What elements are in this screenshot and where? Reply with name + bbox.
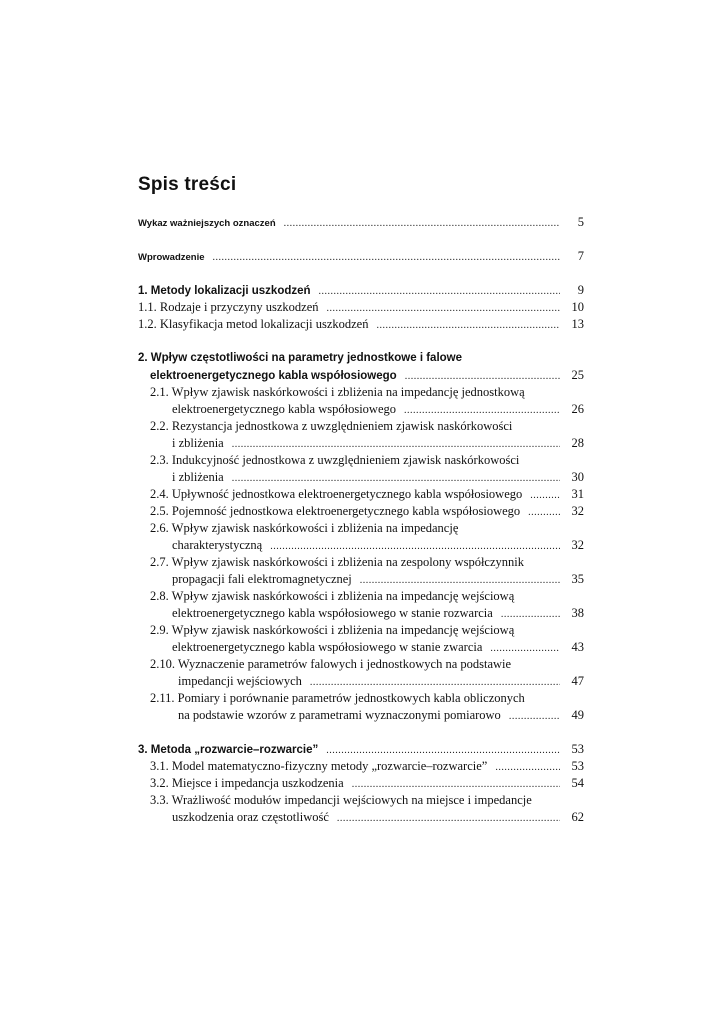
toc-leader <box>376 317 560 334</box>
toc-entry-title: 1.1. Rodzaje i przyczyny uszkodzeń <box>138 300 319 314</box>
toc-entry-2-2-cont[interactable] <box>172 435 584 452</box>
toc-entry-2-7-cont[interactable] <box>172 571 584 588</box>
toc-entry-title: 2.6. Wpływ zjawisk naskórkowości i zbliżenia na impedancję <box>150 521 459 535</box>
toc-entry-continuation: charakterystyczną <box>172 538 263 552</box>
toc-page-number: 13 <box>571 317 584 331</box>
toc-leader <box>405 368 560 385</box>
toc-entry-2-2[interactable] <box>150 418 584 435</box>
toc-leader <box>501 606 560 623</box>
toc-entry-title: 2.9. Wpływ zjawisk naskórkowości i zbliżenia na impedancję wejściową <box>150 623 515 637</box>
toc-entry-2-1[interactable] <box>150 384 584 401</box>
toc-entry-continuation: elektroenergetycznego kabla współosiowego w stanie rozwarcia <box>172 606 493 620</box>
toc-entry-2-11-cont[interactable] <box>178 707 584 724</box>
toc-entry-2-7[interactable] <box>150 554 584 571</box>
toc-page-number: 32 <box>571 538 584 552</box>
toc-leader <box>490 640 560 657</box>
toc-entry-title: 2.2. Rezystancja jednostkowa z uwzględnieniem zjawisk naskórkowości <box>150 419 513 433</box>
toc-entry-title: 2.8. Wpływ zjawisk naskórkowości i zbliżenia na impedancję wejściową <box>150 589 515 603</box>
toc-page-number: 10 <box>571 300 584 314</box>
toc-entry-continuation: elektroenergetycznego kabla współosiowego <box>172 402 396 416</box>
toc-leader <box>509 708 560 725</box>
toc-entry-2-6-cont[interactable] <box>172 537 584 554</box>
toc-entry-continuation: propagacji fali elektromagnetycznej <box>172 572 352 586</box>
toc-entry-title: Wprowadzenie <box>138 252 205 263</box>
toc-leader <box>270 538 560 555</box>
toc-chapter-2[interactable] <box>138 350 584 367</box>
toc-leader <box>326 742 560 759</box>
toc-entry-3-2[interactable] <box>150 775 584 792</box>
toc-entry-title: 2.10. Wyznaczenie parametrów falowych i jednostkowych na podstawie <box>150 657 512 671</box>
toc-entry-title: 2.5. Pojemność jednostkowa elektroenergetycznego kabla współosiowego <box>150 504 521 518</box>
toc-entry-1-1[interactable] <box>138 299 584 316</box>
toc-entry-3-3-cont[interactable] <box>172 809 584 826</box>
toc-leader <box>337 810 560 827</box>
toc-leader <box>284 215 560 232</box>
toc-entry-title: 3. Metoda „rozwarcie–rozwarcie” <box>138 744 319 756</box>
toc-leader <box>495 759 560 776</box>
toc-entry-2-6[interactable] <box>150 520 584 537</box>
toc-page-number: 25 <box>571 368 584 382</box>
toc-entry-continuation: impedancji wejściowych <box>178 674 302 688</box>
toc-entry-2-3-cont[interactable] <box>172 469 584 486</box>
toc-entry-continuation: elektroenergetycznego kabla współosiowego <box>150 370 397 382</box>
toc-entry-continuation: elektroenergetycznego kabla współosiowego w stanie zwarcia <box>172 640 483 654</box>
page-title: Spis treści <box>138 174 237 195</box>
toc-leader <box>404 402 560 419</box>
toc-entry-2-11[interactable] <box>150 690 584 707</box>
toc-page-number: 38 <box>571 606 584 620</box>
toc-entry-2-8-cont[interactable] <box>172 605 584 622</box>
toc-chapter-1[interactable] <box>138 282 584 299</box>
toc-leader <box>530 487 560 504</box>
toc-entry-title: 1. Metody lokalizacji uszkodzeń <box>138 285 311 297</box>
toc-entry-title: 2.3. Indukcyjność jednostkowa z uwzględnieniem zjawisk naskórkowości <box>150 453 520 467</box>
toc-entry-2-9-cont[interactable] <box>172 639 584 656</box>
toc-page-number: 30 <box>571 470 584 484</box>
toc-entry-title: 2.4. Upływność jednostkowa elektroenergetycznego kabla współosiowego <box>150 487 523 501</box>
toc-page-number: 47 <box>571 674 584 688</box>
toc-leader <box>319 283 560 300</box>
toc-entry-title: 3.1. Model matematyczno-fizyczny metody „rozwarcie–rozwarcie” <box>150 759 488 773</box>
toc-page-number: 43 <box>571 640 584 654</box>
toc-chapter-3[interactable] <box>138 741 584 758</box>
toc-entry-1-2[interactable] <box>138 316 584 333</box>
toc-page-number: 49 <box>571 708 584 722</box>
toc-leader <box>360 572 560 589</box>
toc-entry-title: 2.11. Pomiary i porównanie parametrów jednostkowych kabla obliczonych <box>150 691 525 705</box>
toc-page-number: 5 <box>577 215 584 229</box>
toc-page-number: 54 <box>571 776 584 790</box>
toc-page-number: 62 <box>571 810 584 824</box>
toc-entry-2-1-cont[interactable] <box>172 401 584 418</box>
toc-page-number: 53 <box>571 742 584 756</box>
toc-page-number: 28 <box>571 436 584 450</box>
toc-entry-2-8[interactable] <box>150 588 584 605</box>
toc-page-number: 32 <box>571 504 584 518</box>
toc-leader <box>232 436 560 453</box>
toc-entry-3-1[interactable] <box>150 758 584 775</box>
toc-entry-title: 2.7. Wpływ zjawisk naskórkowości i zbliżenia na zespolony współczynnik <box>150 555 524 569</box>
toc-entry-continuation: uszkodzenia oraz częstotliwość <box>172 810 329 824</box>
toc-entry-wykaz[interactable] <box>138 214 584 231</box>
toc-entry-2-9[interactable] <box>150 622 584 639</box>
toc-leader <box>232 470 560 487</box>
toc-leader <box>327 300 561 317</box>
toc-entry-3-3[interactable] <box>150 792 584 809</box>
toc-page-number: 7 <box>577 249 584 263</box>
toc-entry-title: 3.3. Wrażliwość modułów impedancji wejściowych na miejsce i impedancje <box>150 793 532 807</box>
toc-entry-2-5[interactable] <box>150 503 584 520</box>
toc-page-number: 9 <box>577 283 584 297</box>
toc-entry-title: 2.1. Wpływ zjawisk naskórkowości i zbliżenia na impedancję jednostkową <box>150 385 525 399</box>
toc-entry-wprowadzenie[interactable] <box>138 248 584 265</box>
toc-entry-title: 2. Wpływ częstotliwości na parametry jednostkowe i falowe <box>138 352 463 364</box>
toc-page-number: 31 <box>571 487 584 501</box>
toc-page-number: 35 <box>571 572 584 586</box>
toc-page-number: 26 <box>571 402 584 416</box>
toc-leader <box>352 776 560 793</box>
toc-entry-2-10[interactable] <box>150 656 584 673</box>
toc-entry-title: Wykaz ważniejszych oznaczeń <box>138 218 276 229</box>
toc-entry-2-10-cont[interactable] <box>178 673 584 690</box>
toc-entry-title: 1.2. Klasyfikacja metod lokalizacji uszkodzeń <box>138 317 369 331</box>
toc-entry-continuation: i zbliżenia <box>172 436 224 450</box>
toc-entry-2-3[interactable] <box>150 452 584 469</box>
toc-leader <box>528 504 560 521</box>
toc-entry-title: 3.2. Miejsce i impedancja uszkodzenia <box>150 776 344 790</box>
toc-entry-continuation: na podstawie wzorów z parametrami wyznaczonymi pomiarowo <box>178 708 501 722</box>
toc-entry-2-4[interactable] <box>150 486 584 503</box>
toc-entry-continuation: i zbliżenia <box>172 470 224 484</box>
toc-leader <box>310 674 560 691</box>
toc-page-number: 53 <box>571 759 584 773</box>
toc-chapter-2-cont[interactable] <box>150 367 584 384</box>
toc-leader <box>213 249 560 266</box>
